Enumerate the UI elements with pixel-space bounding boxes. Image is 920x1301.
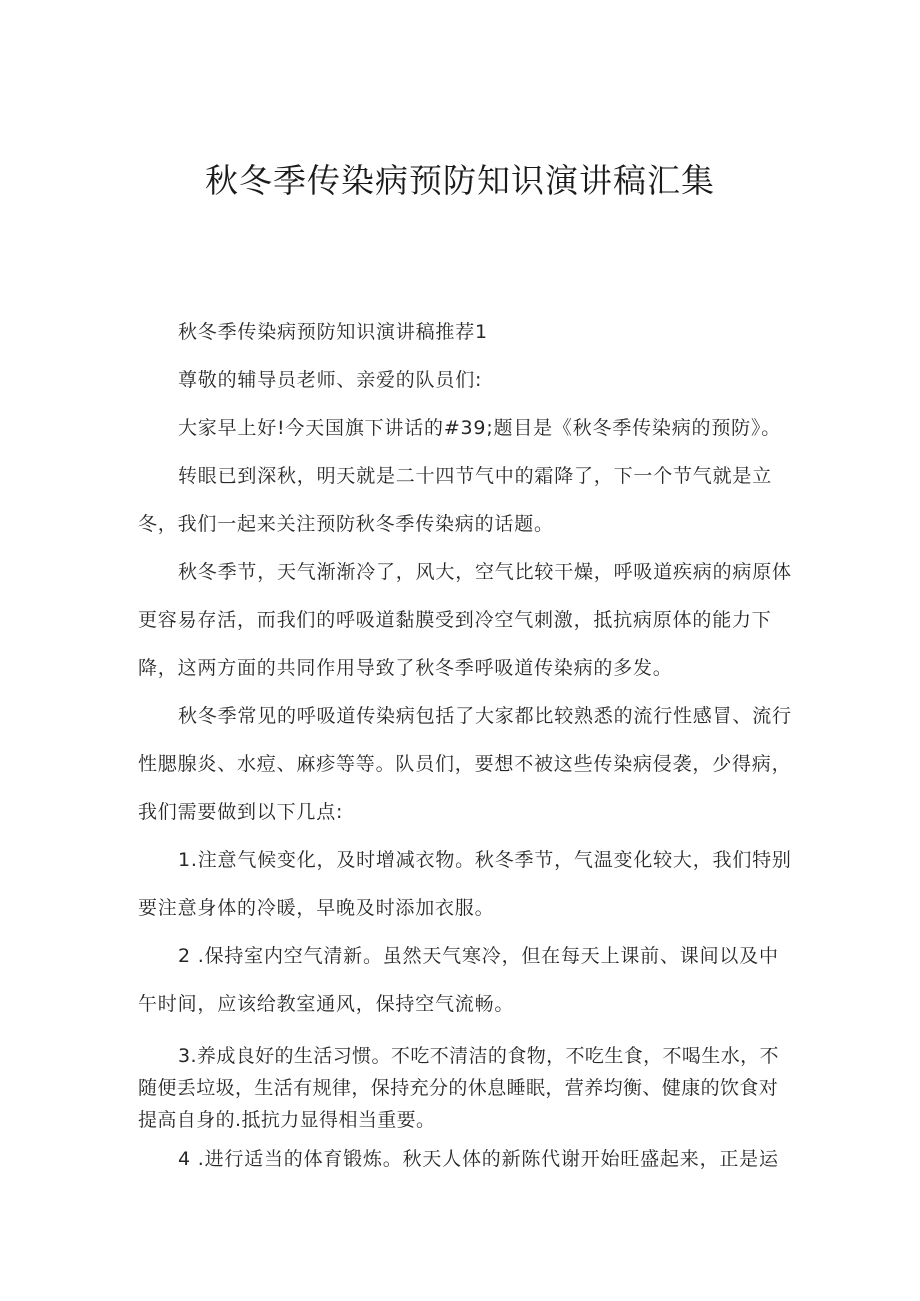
paragraph-weather: 秋冬季节，天气渐渐冷了，风大，空气比较干燥，呼吸道疾病的病原体更容易存活，而我们的呼吸道黏膜受到冷空气刺激，抵抗病原体的能力下降，这两方面的共同作用导致了秋冬季呼吸道传染病的多发。: [138, 561, 792, 679]
paragraph-greeting: 大家早上好!今天国旗下讲话的#39;题目是《秋冬季传染病的预防》。: [178, 417, 782, 439]
section-heading: 秋冬季传染病预防知识演讲稿推荐1: [178, 321, 488, 343]
paragraph-diseases: 秋冬季常见的呼吸道传染病包括了大家都比较熟悉的流行性感冒、流行性腮腺炎、水痘、麻疹等等。队员们，要想不被这些传染病侵袭，少得病，我们需要做到以下几点:: [138, 705, 792, 823]
list-item-3: 3.养成良好的生活习惯。不吃不清洁的食物，不吃生食，不喝生水，不随便丢垃圾，生活有规律，保持充分的休息睡眠，营养均衡、健康的饮食对提高自身的.抵抗力显得相当重要。: [138, 1045, 779, 1131]
list-item-2: 2 .保持室内空气清新。虽然天气寒冷，但在每天上课前、课间以及中午时间，应该给教室通风，保持空气流畅。: [138, 945, 779, 1015]
paragraph-season: 转眼已到深秋，明天就是二十四节气中的霜降了，下一个节气就是立冬，我们一起来关注预防秋冬季传染病的话题。: [138, 465, 773, 535]
salutation: 尊敬的辅导员老师、亲爱的队员们:: [178, 369, 483, 391]
list-item-4: 4 .进行适当的体育锻炼。秋天人体的新陈代谢开始旺盛起来，正是运: [178, 1148, 779, 1170]
list-item-1: 1.注意气候变化，及时增减衣物。秋冬季节，气温变化较大，我们特别要注意身体的冷暖，早晚及时添加衣服。: [138, 849, 792, 919]
document-title: 秋冬季传染病预防知识演讲稿汇集: [205, 161, 715, 200]
